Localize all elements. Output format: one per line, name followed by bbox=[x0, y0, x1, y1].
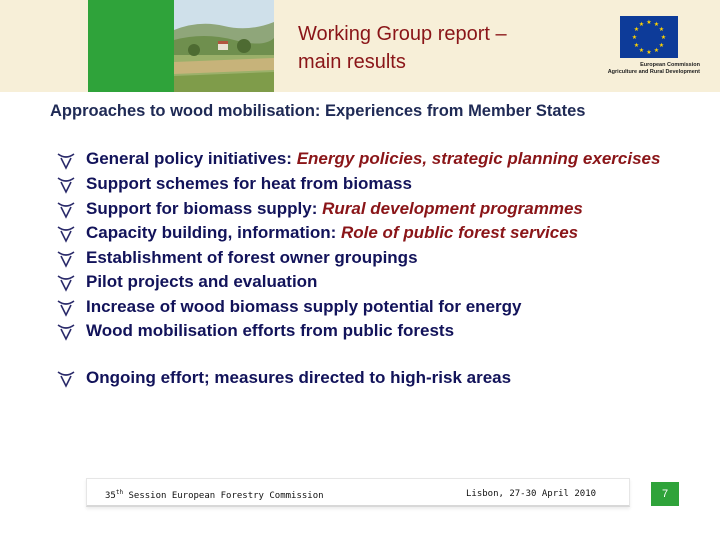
bullet-glyph-icon bbox=[56, 322, 76, 342]
bullet-item-pilot-projects bbox=[56, 270, 696, 295]
bullet-item-owner-groupings bbox=[56, 246, 696, 271]
bullet-text: Increase of wood biomass supply potential for energy bbox=[86, 296, 522, 316]
slide-subtitle: Approaches to wood mobilisation: Experiences from Member States bbox=[50, 102, 586, 120]
bullet-italic-text: Energy policies, strategic planning exercises bbox=[296, 149, 661, 168]
page-number: 7 bbox=[651, 482, 679, 506]
bullet-glyph-icon bbox=[56, 298, 76, 318]
bullet-glyph-icon bbox=[56, 175, 76, 195]
svg-text:★: ★ bbox=[633, 26, 640, 33]
svg-text:★: ★ bbox=[658, 26, 665, 33]
bullet-glyph-icon bbox=[56, 151, 76, 171]
bullet-glyph-icon bbox=[56, 369, 76, 389]
svg-text:★: ★ bbox=[638, 47, 645, 54]
bullet-text: Support for biomass supply: bbox=[86, 198, 323, 218]
svg-text:★: ★ bbox=[653, 21, 660, 28]
bullet-text: Pilot projects and evaluation bbox=[86, 272, 318, 291]
bullet-item-heat-support bbox=[56, 172, 696, 197]
svg-text:★: ★ bbox=[638, 21, 645, 28]
landscape-photo bbox=[174, 0, 274, 92]
bullet-text: Capacity building, information: bbox=[86, 223, 341, 242]
footer-location-date: Lisbon, 27-30 April 2010 bbox=[466, 489, 597, 499]
title-line-2: main results bbox=[298, 51, 406, 73]
bullet-glyph-icon bbox=[56, 224, 76, 244]
green-accent-block bbox=[88, 0, 174, 92]
bullet-glyph-icon bbox=[56, 249, 76, 269]
bullet-list bbox=[56, 148, 696, 390]
svg-text:★: ★ bbox=[646, 19, 652, 26]
bullet-glyph-icon bbox=[56, 200, 76, 220]
eu-logo-caption bbox=[580, 62, 700, 76]
eu-logo-caption-line-2: Agriculture and Rural Development bbox=[607, 69, 700, 75]
eu-logo-caption-line-1: European Commission bbox=[640, 62, 700, 68]
bullet-item-policy bbox=[56, 148, 696, 170]
svg-text:★: ★ bbox=[646, 49, 652, 56]
svg-text:★: ★ bbox=[631, 34, 638, 41]
footer-session-number: 35 bbox=[105, 491, 116, 501]
footer-session bbox=[105, 489, 324, 501]
eu-commission-logo bbox=[580, 10, 700, 84]
bullet-italic-text: Rural development programmes bbox=[322, 198, 583, 218]
footer-session-sup: th bbox=[115, 489, 124, 496]
bullet-italic-text: Role of public forest services bbox=[341, 223, 579, 242]
bullet-text: Wood mobilisation efforts from public forests bbox=[86, 321, 455, 340]
bullet-item-public-forests bbox=[56, 319, 696, 344]
bullet-text: Ongoing effort; measures directed to high-risk areas bbox=[86, 367, 512, 387]
eu-flag-icon bbox=[620, 16, 678, 58]
bullet-item-biomass-supply bbox=[56, 197, 696, 222]
page-title bbox=[298, 20, 507, 76]
bullet-text: General policy initiatives: bbox=[86, 149, 297, 168]
bullet-item-supply-potential bbox=[56, 295, 696, 320]
bullet-item-capacity-building bbox=[56, 221, 696, 246]
svg-text:★: ★ bbox=[660, 34, 667, 41]
bullet-text: Establishment of forest owner groupings bbox=[86, 247, 418, 267]
bullet-text: Support schemes for heat from biomass bbox=[86, 174, 412, 193]
footer-session-text: Session European Forestry Commission bbox=[123, 491, 324, 501]
svg-text:★: ★ bbox=[633, 42, 640, 49]
bullet-item-ongoing-effort bbox=[56, 366, 696, 391]
svg-text:★: ★ bbox=[658, 42, 665, 49]
title-line-1: Working Group report – bbox=[298, 23, 507, 45]
svg-text:★: ★ bbox=[653, 47, 660, 54]
bullet-glyph-icon bbox=[56, 273, 76, 293]
